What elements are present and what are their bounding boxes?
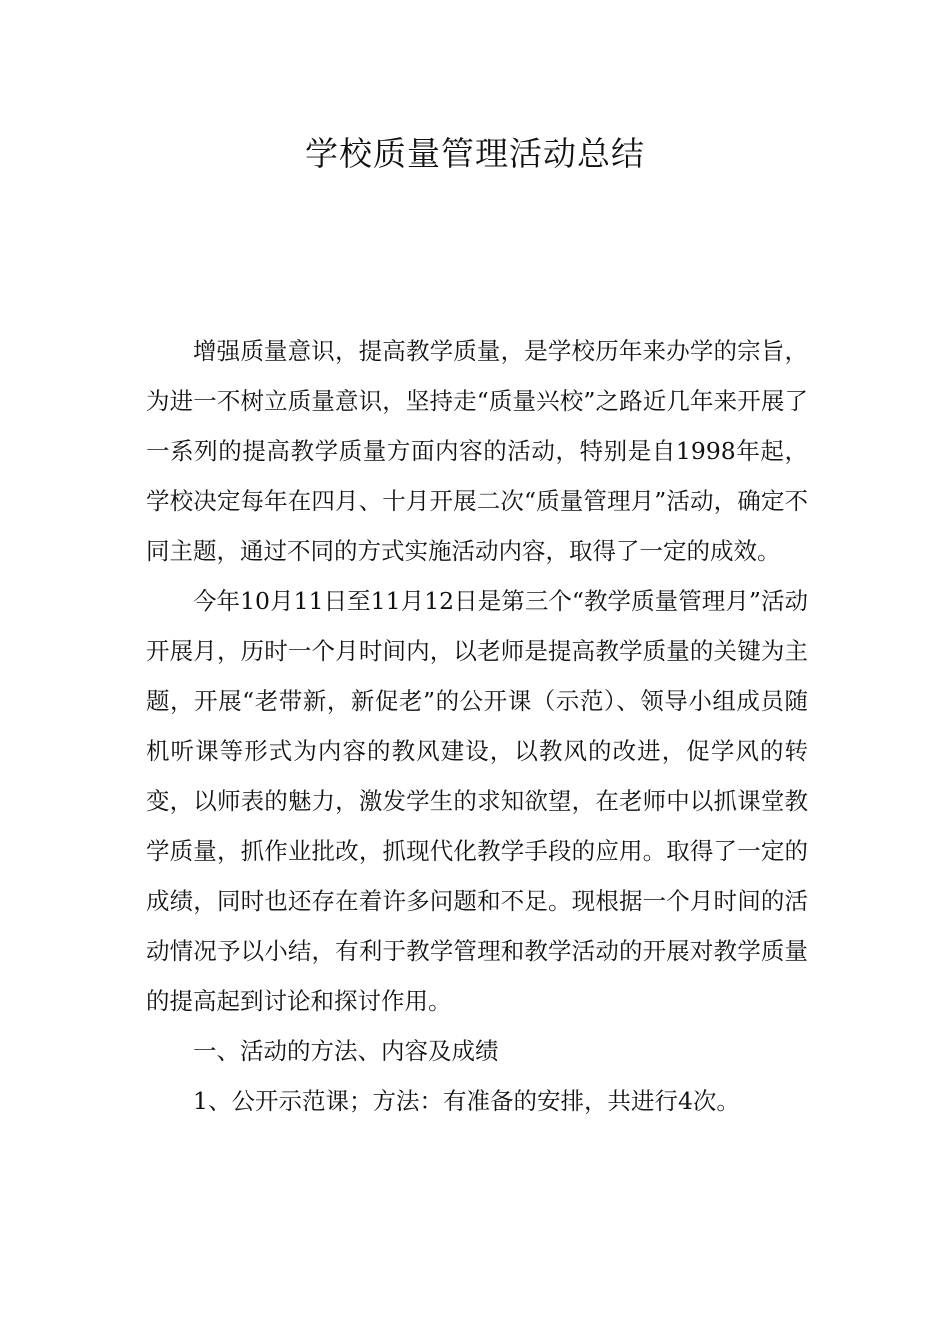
paragraph-activity-month: 今年10月11日至11月12日是第三个“教学质量管理月”活动开展月，历时一个月时间内，以老师是提高教学质量的关键为主题，开展“老带新，新促老”的公开课（示范）、领导小组成员随机听课等形式为内容的教风建设，以教风的改进，促学风的转变，以师表的魅力，激发学生的求知欲望，在老师中以抓课堂教学质量，抓作业批改，抓现代化教学手段的应用。取得了一定的成绩，同时也还存在着许多问题和不足。现根据一个月时间的活动情况予以小结，有利于教学管理和教学活动的开展对教学质量的提高起到讨论和探讨作用。 [146, 587, 808, 1015]
document-body [146, 326, 808, 1126]
list-item-open-class: 1、公开示范课；方法：有准备的安排，共进行4次。 [193, 1087, 740, 1115]
section-heading-methods: 一、活动的方法、内容及成绩 [193, 1037, 499, 1065]
paragraph-intro: 增强质量意识，提高教学质量，是学校历年来办学的宗旨，为进一不树立质量意识，坚持走“质量兴校”之路近几年来开展了一系列的提高教学质量方面内容的活动，特别是自1998年起，学校决定每年在四月、十月开展二次“质量管理月”活动，确定不同主题，通过不同的方式实施活动内容，取得了一定的成效。 [146, 337, 808, 565]
document-title: 学校质量管理活动总结 [305, 134, 645, 173]
